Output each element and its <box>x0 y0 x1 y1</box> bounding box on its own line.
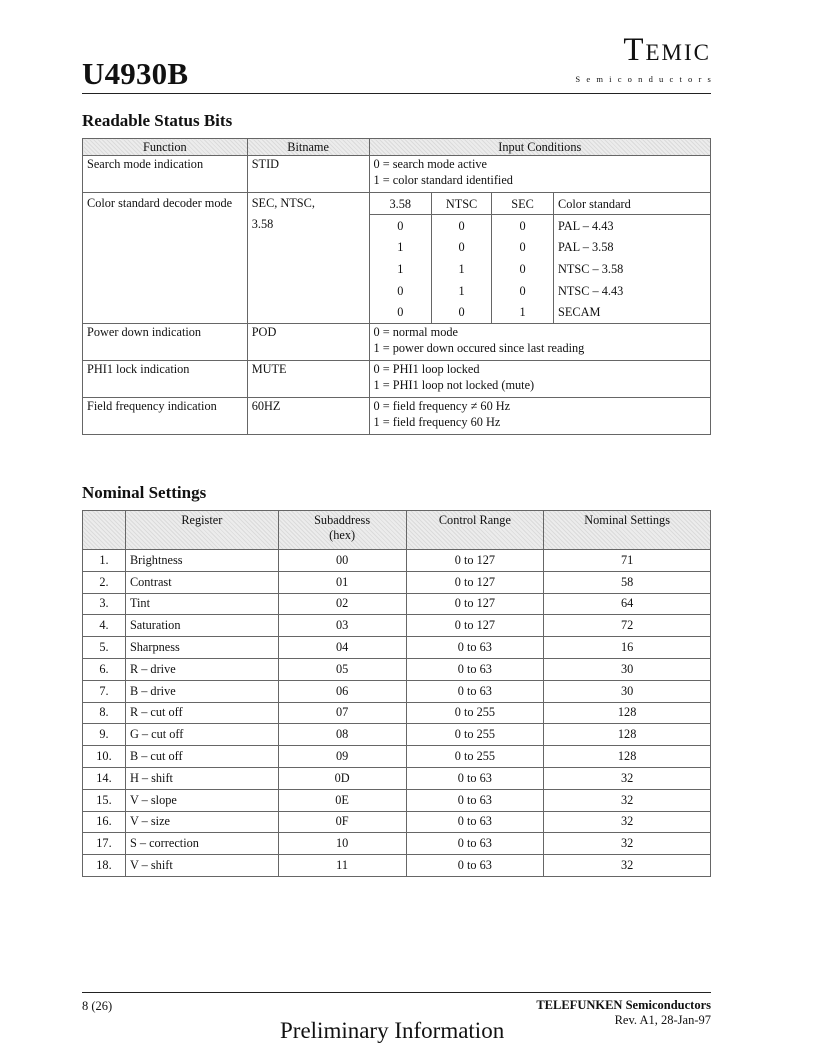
condition-line: 0 = search mode active <box>373 157 487 171</box>
column-header: Register <box>125 511 278 550</box>
truth-cell: 0 <box>492 258 554 280</box>
nominal-value-cell: 71 <box>544 550 711 572</box>
register-name-cell: Tint <box>125 593 278 615</box>
control-range-cell: 0 to 127 <box>406 550 544 572</box>
column-header <box>83 511 126 550</box>
control-range-cell: 0 to 127 <box>406 593 544 615</box>
control-range-cell: 0 to 63 <box>406 658 544 680</box>
table-row <box>83 360 711 397</box>
control-range-cell: 0 to 255 <box>406 724 544 746</box>
subaddress-cell: 11 <box>278 855 406 877</box>
function-cell: Search mode indication <box>83 156 248 193</box>
table-row <box>83 680 711 702</box>
conditions-cell <box>369 360 710 397</box>
row-number-cell: 15. <box>83 789 126 811</box>
table-row <box>83 746 711 768</box>
truth-cell: 0 <box>397 305 404 320</box>
table-row <box>83 550 711 572</box>
truth-cell: 0 <box>432 215 492 237</box>
row-number-cell: 8. <box>83 702 126 724</box>
truth-cell: 0 <box>397 218 404 233</box>
truth-cell: NTSC – 3.58 <box>554 258 710 280</box>
column-header: Control Range <box>406 511 544 550</box>
register-name-cell: H – shift <box>125 767 278 789</box>
table-row <box>83 811 711 833</box>
truth-table-row <box>370 215 710 237</box>
conditions-cell <box>369 397 710 434</box>
row-number-cell: 14. <box>83 767 126 789</box>
bitname-cell: 60HZ <box>247 397 369 434</box>
table-row <box>83 323 711 360</box>
row-number-cell: 3. <box>83 593 126 615</box>
register-name-cell: R – drive <box>125 658 278 680</box>
condition-line: 0 = normal mode <box>373 324 458 339</box>
register-name-cell: S – correction <box>125 833 278 855</box>
control-range-cell: 0 to 127 <box>406 615 544 637</box>
function-cell: PHI1 lock indication <box>83 360 248 397</box>
function-cell: Power down indication <box>83 323 248 360</box>
table-row <box>83 855 711 877</box>
truth-cell: 0 <box>432 237 492 259</box>
footer-company: TELEFUNKEN Semiconductors <box>536 998 711 1012</box>
header-divider <box>82 93 711 94</box>
nominal-table-body <box>83 550 711 877</box>
table-row <box>83 789 711 811</box>
nominal-value-cell: 128 <box>544 746 711 768</box>
row-number-cell: 18. <box>83 855 126 877</box>
control-range-cell: 0 to 63 <box>406 789 544 811</box>
subaddress-cell: 04 <box>278 637 406 659</box>
nominal-value-cell: 32 <box>544 767 711 789</box>
table-row <box>83 615 711 637</box>
control-range-cell: 0 to 63 <box>406 767 544 789</box>
nominal-value-cell: 30 <box>544 680 711 702</box>
page-number: 8 (26) <box>82 999 113 1013</box>
row-number-cell: 16. <box>83 811 126 833</box>
decoder-truth-table <box>370 193 710 323</box>
subaddress-cell: 03 <box>278 615 406 637</box>
function-cell: Field frequency indication <box>83 397 248 434</box>
subaddress-header-line: (hex) <box>329 528 356 542</box>
control-range-cell: 0 to 127 <box>406 571 544 593</box>
table-row <box>83 156 711 193</box>
nominal-value-cell: 58 <box>544 571 711 593</box>
truth-cell: 0 <box>492 215 554 237</box>
truth-cell: 1 <box>397 240 404 255</box>
part-number: U4930B <box>82 56 189 91</box>
control-range-cell: 0 to 63 <box>406 680 544 702</box>
column-header: Function <box>83 139 248 156</box>
nominal-value-cell: 128 <box>544 702 711 724</box>
bitname-cell: STID <box>247 156 369 193</box>
control-range-cell: 0 to 255 <box>406 746 544 768</box>
truth-cell: SECAM <box>554 301 710 323</box>
column-header: Nominal Settings <box>544 511 711 550</box>
conditions-cell <box>369 156 710 193</box>
row-number-cell: 2. <box>83 571 126 593</box>
truth-table-row <box>370 280 710 302</box>
register-name-cell: B – cut off <box>125 746 278 768</box>
row-number-cell: 5. <box>83 637 126 659</box>
truth-cell: 0 <box>432 301 492 323</box>
table-row <box>83 637 711 659</box>
subaddress-cell: 07 <box>278 702 406 724</box>
column-header: Input Conditions <box>369 139 710 156</box>
column-header <box>278 511 406 550</box>
subaddress-header-line: Subaddress <box>314 513 371 527</box>
table-row <box>83 193 711 324</box>
control-range-cell: 0 to 63 <box>406 811 544 833</box>
nominal-value-cell: 30 <box>544 658 711 680</box>
register-name-cell: B – drive <box>125 680 278 702</box>
condition-line: 1 = power down occured since last reading <box>373 340 585 355</box>
register-name-cell: Contrast <box>125 571 278 593</box>
control-range-cell: 0 to 63 <box>406 637 544 659</box>
bitname-cell: MUTE <box>247 360 369 397</box>
truth-cell: PAL – 4.43 <box>554 215 710 237</box>
truth-cell: 1 <box>432 258 492 280</box>
table-header-row <box>83 139 711 156</box>
table-row <box>83 658 711 680</box>
nominal-value-cell: 64 <box>544 593 711 615</box>
nominal-value-cell: 32 <box>544 833 711 855</box>
truth-table-header <box>370 193 710 215</box>
subaddress-cell: 09 <box>278 746 406 768</box>
subaddress-cell: 06 <box>278 680 406 702</box>
register-name-cell: V – size <box>125 811 278 833</box>
truth-cell: 1 <box>492 301 554 323</box>
subaddress-cell: 0D <box>278 767 406 789</box>
subaddress-cell: 01 <box>278 571 406 593</box>
truth-header-cell: Color standard <box>554 193 710 215</box>
nominal-settings-table <box>82 510 711 877</box>
subaddress-cell: 08 <box>278 724 406 746</box>
table-row <box>83 593 711 615</box>
nominal-value-cell: 32 <box>544 811 711 833</box>
bitname-cell: POD <box>247 323 369 360</box>
subaddress-cell: 10 <box>278 833 406 855</box>
truth-cell: NTSC – 4.43 <box>554 280 710 302</box>
company-logo <box>575 32 717 84</box>
subaddress-cell: 0F <box>278 811 406 833</box>
logo-tagline: Semiconductors <box>575 74 717 84</box>
nominal-value-cell: 72 <box>544 615 711 637</box>
row-number-cell: 1. <box>83 550 126 572</box>
bitname-cell <box>247 193 369 324</box>
truth-table-row <box>370 237 710 259</box>
footer-divider <box>82 992 711 993</box>
row-number-cell: 9. <box>83 724 126 746</box>
bitname-line: SEC, NTSC, <box>251 196 315 210</box>
register-name-cell: Brightness <box>125 550 278 572</box>
function-cell: Color standard decoder mode <box>83 193 248 324</box>
control-range-cell: 0 to 63 <box>406 855 544 877</box>
logo-wordmark: Temic <box>623 32 711 68</box>
control-range-cell: 0 to 255 <box>406 702 544 724</box>
table-row <box>83 767 711 789</box>
subaddress-cell: 0E <box>278 789 406 811</box>
subaddress-cell: 00 <box>278 550 406 572</box>
condition-line: 1 = color standard identified <box>373 173 513 187</box>
truth-table-row <box>370 301 710 323</box>
control-range-cell: 0 to 63 <box>406 833 544 855</box>
subaddress-cell: 05 <box>278 658 406 680</box>
row-number-cell: 4. <box>83 615 126 637</box>
truth-header-cell: SEC <box>492 193 554 215</box>
register-name-cell: V – slope <box>125 789 278 811</box>
truth-cell: 0 <box>397 283 404 298</box>
table-row <box>83 833 711 855</box>
bitname-line: 3.58 <box>251 217 274 231</box>
row-number-cell: 10. <box>83 746 126 768</box>
table-row <box>83 724 711 746</box>
table-header-row <box>83 511 711 550</box>
register-name-cell: R – cut off <box>125 702 278 724</box>
condition-line: 1 = field frequency 60 Hz <box>373 414 501 429</box>
truth-header-cell: 3.58 <box>370 193 432 215</box>
truth-cell: 1 <box>397 261 404 276</box>
truth-cell: PAL – 3.58 <box>554 237 710 259</box>
truth-cell: 1 <box>432 280 492 302</box>
table-row <box>83 571 711 593</box>
column-header: Bitname <box>247 139 369 156</box>
row-number-cell: 7. <box>83 680 126 702</box>
conditions-cell <box>369 323 710 360</box>
register-name-cell: G – cut off <box>125 724 278 746</box>
subaddress-cell: 02 <box>278 593 406 615</box>
nominal-value-cell: 128 <box>544 724 711 746</box>
preliminary-notice: Preliminary Information <box>280 1018 505 1043</box>
nominal-section-title: Nominal Settings <box>82 483 207 502</box>
register-name-cell: Sharpness <box>125 637 278 659</box>
row-number-cell: 6. <box>83 658 126 680</box>
decoder-truth-table-cell <box>369 193 710 324</box>
status-bits-table <box>82 138 711 435</box>
condition-line: 0 = PHI1 loop locked <box>373 361 480 376</box>
row-number-cell: 17. <box>83 833 126 855</box>
condition-line: 1 = PHI1 loop not locked (mute) <box>373 377 535 392</box>
truth-table-row <box>370 258 710 280</box>
table-row <box>83 702 711 724</box>
truth-cell: 0 <box>492 280 554 302</box>
nominal-value-cell: 32 <box>544 855 711 877</box>
condition-line: 0 = field frequency ≠ 60 Hz <box>373 398 511 413</box>
register-name-cell: Saturation <box>125 615 278 637</box>
revision-date: Rev. A1, 28-Jan-97 <box>614 1013 711 1027</box>
truth-cell: 0 <box>492 237 554 259</box>
nominal-value-cell: 16 <box>544 637 711 659</box>
truth-header-cell: NTSC <box>432 193 492 215</box>
status-section-title: Readable Status Bits <box>82 111 233 130</box>
nominal-value-cell: 32 <box>544 789 711 811</box>
register-name-cell: V – shift <box>125 855 278 877</box>
table-row <box>83 397 711 434</box>
